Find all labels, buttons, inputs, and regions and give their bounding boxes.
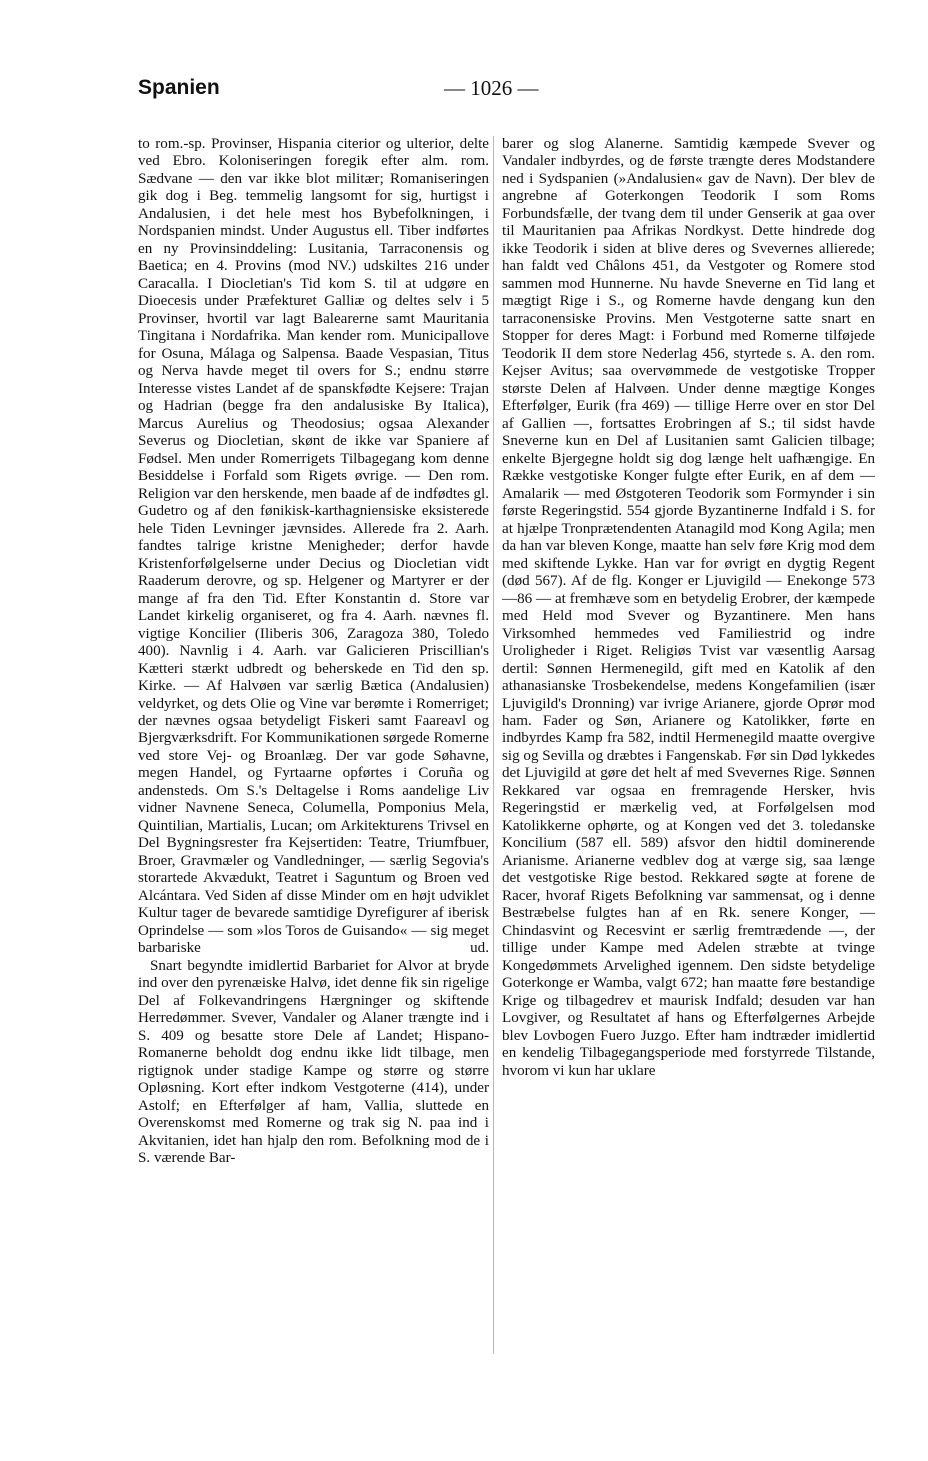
- page-number: — 1026 —: [444, 76, 539, 100]
- right-paragraph-1: barer og slog Alanerne. Samtidig kæmpede Svever og Vandaler indbyrdes, og de første trængte deres Modstandere ned i Sydspanien (»Andalusien« gav de Navn). Der blev de angrebne af Goterkongen Teodorik I som Roms Forbundsfælle, der tvang dem til under Genserik at gaa over til Mauritanien paa Afrikas Nordkyst. Dette hindrede dog ikke Teodorik i siden at blive deres og Svevernes allierede; han faldt ved Châlons 451, da Vestgoter og Romere stod sammen mod Hunnerne. Nu havde Sneverne en Tid lang et mægtigt Rige i S., og Romerne havde dengang kun den tarraconensiske Provins. Men Vestgoterne satte snart en Stopper for deres Magt: i Forbund med Romerne tilføjede Teodorik II dem store Nederlag 456, styrtede s. A. den rom. Kejser Avitus; saa overvømmede de vestgotiske Tropper største Delen af Halvøen. Under denne mægtige Konges Efterfølger, Eurik (fra 469) — tillige Herre over en stor Del af Gallien —, fortsattes Erobringen af S.; til sidst havde Sneverne kun en Del af Lusitanien samt Galicien tilbage; enkelte Bjergegne holdt sig dog længe helt uafhængige. En Række vestgotiske Konger fulgte efter Eurik, en af dem — Amalarik — med Østgoteren Teodorik som Formynder i sin første Regeringstid. 554 gjorde Byzantinerne Indfald i S. for at hjælpe Tronprætendenten Atanagild mod Kong Agila; men da han var bleven Konge, maatte han selv føre Krig mod dem med skiftende Lykke. Han var for øvrigt en dygtig Regent (død 567). Af de flg. Konger er Ljuvigild — Enekonge 573—86 — at fremhæve som en betydelig Erobrer, der kæmpede med Held mod Svever og Byzantinere. Men hans Virksomhed hemmedes ved Familiestrid og indre Uroligheder i Riget. Religiøs Tvist var væsentlig Aarsag dertil: Sønnen Hermenegild, gift med en Katolik af den athanasianske Trosbekendelse, medens Kongefamilien (især Ljuvigild's Dronning) var ivrige Arianere, gjorde Oprør mod ham. Fader og Søn, Arianere og Katolikker, førte en indbyrdes Kamp fra 582, indtil Hermenegild maatte overgive sig og Sevilla og dræbtes i Fangenskab. Før sin Død lykkedes det Ljuvigild at gøre det helt af med Svevernes Rige. Sønnen Rekkared var ogsaa en fremragende Hersker, hvis Regeringstid er mærkelig ved, at Forfølgelsen mod Katolikkerne ophørte, og at Kongen ved det 3. toledanske Koncilium (587 ell. 589) afsvor den hidtil dominerende Arianisme. Arianerne vedblev dog at værge sig, saa længe det vestgotiske Rige bestod. Rekkared søgte at forene de Racer, hvoraf Rigets Befolkning var sammensat, og i denne Bestræbelse fulgtes han af en Rk. senere Konger, — Chindasvint og Recesvint er særlig fremtrædende —, der tillige under Kampe med Adelen stræbte at tvinge Kongedømmets Arvelighed igennem. Den sidste betydelige Goterkonge er Wamba, valgt 672; han maatte føre bestandige Krige og tilbagedrev et maurisk Indfald; desuden var han Lovgiver, og Resultatet af hans og Efterfølgernes Arbejde blev Lovbogen Fuero Juzgo. Efter ham indtræder imidlertid en kendelig Tilbagegangsperiode med forstyrrede Tilstande, hvorom vi kun har uklare: [502, 136, 875, 1079]
- column-divider: [493, 136, 494, 1354]
- running-head-title: Spanien: [138, 76, 220, 99]
- left-paragraph-2: Snart begyndte imidlertid Barbariet for Alvor at bryde ind over den pyrenæiske Halvø, idet denne fik sin rigelige Del af Folkevandringens Hærgninger og skiftende Herredømmer. Svever, Vandaler og Alaner trængte ind i S. 409 og besatte store Dele af Landet; Hispano-Romanerne beholdt dog endnu ikke lidt tilbage, men rigtignok under stadige Kampe og større og større Opløsning. Kort efter indkom Vestgoterne (414), under Astolf; en Efterfølger af ham, Vallia, sluttede en Overenskomst med Romerne og trak sig N. paa ind i Akvitanien, idet han hjalp den rom. Befolkning mod de i S. værende Bar-: [138, 957, 489, 1167]
- left-column: [138, 136, 489, 1168]
- page-header: [138, 76, 788, 106]
- right-column: [502, 136, 875, 1080]
- left-paragraph-1: to rom.-sp. Provinser, Hispania citerior og ulterior, delte ved Ebro. Koloniseringen foregik efter alm. rom. Sædvane — den var ikke blot militær; Romaniseringen gik dog i Beg. temmelig langsomt for sig, hurtigst i Andalusien, i det hele mest hos Bybefolkningen, i Nordspanien mindst. Under Augustus ell. Tiber indførtes en ny Provinsinddeling: Lusitania, Tarraconensis og Baetica; en 4. Provins (mod NV.) udskiltes 216 under Caracalla. I Diocletian's Tid kom S. til at udgøre en Dioecesis under Præfekturet Galliæ og deltes selv i 5 Provinser, hvortil var lagt Balearerne samt Mauritania Tingitana i Nordafrika. Man kender rom. Municipallove for Osuna, Málaga og Salpensa. Baade Vespasian, Titus og Nerva havde meget til overs for S.; endnu større Interesse vistes Landet af de spanskfødte Kejsere: Trajan og Hadrian (begge fra den andalusiske By Italica), Marcus Aurelius og Theodosius; ogsaa Alexander Severus og Diocletian, skønt de ikke var Spaniere af Fødsel. Men under Romerrigets Tilbagegang kom denne Besiddelse i Forfald som Rigets øvrige. — Den rom. Religion var den herskende, men baade af de indfødtes gl. Gudetro og af den fønikisk-karthagniensiske eksisterede hele Tiden Levninger jævnsides. Allerede fra 2. Aarh. fandtes talrige kristne Menigheder; derfor havde Kristenforfølgelserne under Decius og Diocletian vidt Raaderum derovre, og sp. Helgener og Martyrer er der mange af fra den Tid. Efter Konstantin d. Store var Landet kirkelig organiseret, og fra 4. Aarh. nævnes fl. vigtige Koncilier (Iliberis 306, Zaragoza 380, Toledo 400). Navnlig i 4. Aarh. var Galicieren Priscillian's Kætteri stærkt udbredt og beherskede en Tid den sp. Kirke. — Af Halvøen var særlig Bætica (Andalusien) veldyrket, og dets Olie og Vine var berømte i Romerriget; der nævnes ogsaa betydeligt Fiskeri samt Faareavl og Bjergværksdrift. For Kommunikationen sørgede Romerne ved store Vej- og Broanlæg. Der var gode Søhavne, megen Handel, og Fyrtaarne opførtes i Coruña og andensteds. Om S.'s Deltagelse i Roms aandelige Liv vidner Navnene Seneca, Columella, Pomponius Mela, Quintilian, Martialis, Lucan; om Arkitekturens Trivsel en Del Bygningsrester fra Kejsertiden: Teatre, Triumfbuer, Broer, Gravmæler og Vandledninger, — særlig Segovia's storartede Akvædukt, Teatret i Saguntum og Broen ved Alcántara. Ved Siden af disse Minder om en højt udviklet Kultur tager de bevarede samtidige Dyrefigurer af iberisk Oprindelse — som »los Toros de Guisando« — sig meget barbariske ud.: [138, 136, 489, 957]
